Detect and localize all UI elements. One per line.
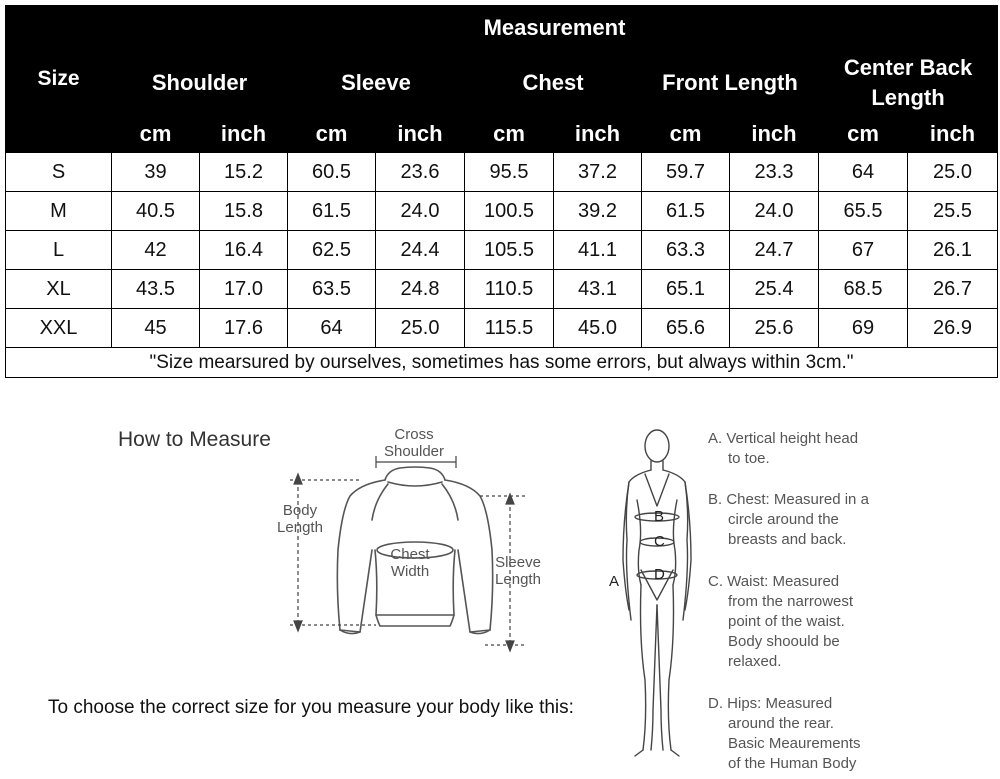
table-cell: 15.2	[200, 153, 288, 192]
cross-shoulder-label: Cross Shoulder	[383, 426, 445, 460]
unit-cm-header: cm	[642, 116, 730, 153]
legend-a: A. Vertical height head to toe.	[708, 430, 859, 467]
table-cell: 17.6	[200, 309, 288, 348]
table-cell: 25.0	[908, 153, 998, 192]
table-cell: 23.3	[730, 153, 819, 192]
unit-inch-header: inch	[730, 116, 819, 153]
size-cell: S	[6, 153, 112, 192]
table-row	[6, 270, 998, 309]
table-cell: 25.6	[730, 309, 819, 348]
table-cell: 62.5	[288, 231, 376, 270]
table-cell: 37.2	[554, 153, 642, 192]
table-cell: 63.5	[288, 270, 376, 309]
table-cell: 95.5	[465, 153, 554, 192]
table-row	[6, 309, 998, 348]
table-cell: 69	[819, 309, 908, 348]
size-cell: XL	[6, 270, 112, 309]
body-length-label: Body Length	[277, 502, 323, 536]
unit-cm-header: cm	[112, 116, 200, 153]
table-cell: 24.4	[376, 231, 465, 270]
table-cell: 45.0	[554, 309, 642, 348]
table-cell: 26.7	[908, 270, 998, 309]
table-row	[6, 231, 998, 270]
sleeve-header: Sleeve	[288, 51, 465, 116]
legend-c: C. Waist: Measured from the narrowest point of the waist. Body shoould be relaxed.	[708, 573, 854, 670]
table-cell: 25.4	[730, 270, 819, 309]
table-cell: 65.5	[819, 192, 908, 231]
table-cell: 17.0	[200, 270, 288, 309]
height-marker: A	[609, 573, 620, 590]
table-cell: 26.1	[908, 231, 998, 270]
table-cell: 61.5	[288, 192, 376, 231]
table-cell: 60.5	[288, 153, 376, 192]
legend-d: D. Hips: Measured around the rear. Basic Meaurements of the Human Body	[708, 695, 861, 772]
table-cell: 110.5	[465, 270, 554, 309]
unit-cm-header: cm	[465, 116, 554, 153]
table-cell: 42	[112, 231, 200, 270]
table-row	[6, 192, 998, 231]
table-cell: 39.2	[554, 192, 642, 231]
table-cell: 25.5	[908, 192, 998, 231]
table-cell: 43.1	[554, 270, 642, 309]
unit-inch-header: inch	[376, 116, 465, 153]
center-back-length-header: Center Back Length	[819, 51, 998, 116]
legend-b: B. Chest: Measured in a circle around the breasts and back.	[708, 491, 869, 548]
size-cell: XXL	[6, 309, 112, 348]
table-cell: 65.6	[642, 309, 730, 348]
table-cell: 23.6	[376, 153, 465, 192]
table-cell: 26.9	[908, 309, 998, 348]
table-cell: 24.8	[376, 270, 465, 309]
front-length-header: Front Length	[642, 51, 819, 116]
table-cell: 68.5	[819, 270, 908, 309]
measurement-note: "Size mearsured by ourselves, sometimes has some errors, but always within 3cm."	[6, 348, 998, 378]
table-cell: 40.5	[112, 192, 200, 231]
table-cell: 16.4	[200, 231, 288, 270]
human-body-illustration	[605, 420, 705, 765]
unit-inch-header: inch	[554, 116, 642, 153]
choose-size-text: To choose the correct size for you measure your body like this:	[48, 697, 574, 718]
sleeve-length-label: Sleeve Length	[495, 554, 541, 588]
size-chart-table	[5, 5, 998, 378]
table-cell: 45	[112, 309, 200, 348]
table-cell: 65.1	[642, 270, 730, 309]
table-cell: 64	[819, 153, 908, 192]
unit-inch-header: inch	[200, 116, 288, 153]
table-row	[6, 153, 998, 192]
table-cell: 115.5	[465, 309, 554, 348]
table-cell: 64	[288, 309, 376, 348]
hips-marker: D	[654, 566, 665, 583]
size-cell: M	[6, 192, 112, 231]
unit-cm-header: cm	[819, 116, 908, 153]
table-cell: 15.8	[200, 192, 288, 231]
table-cell: 61.5	[642, 192, 730, 231]
table-cell: 24.0	[376, 192, 465, 231]
waist-marker: C	[654, 533, 665, 550]
how-to-measure-title: How to Measure	[118, 428, 271, 451]
table-cell: 105.5	[465, 231, 554, 270]
table-cell: 25.0	[376, 309, 465, 348]
size-header: Size	[6, 6, 112, 153]
chest-marker: B	[654, 508, 665, 525]
table-cell: 100.5	[465, 192, 554, 231]
table-cell: 24.0	[730, 192, 819, 231]
table-cell: 41.1	[554, 231, 642, 270]
chest-header: Chest	[465, 51, 642, 116]
unit-cm-header: cm	[288, 116, 376, 153]
table-cell: 63.3	[642, 231, 730, 270]
measurement-header: Measurement	[112, 6, 998, 51]
size-cell: L	[6, 231, 112, 270]
table-cell: 59.7	[642, 153, 730, 192]
shoulder-header: Shoulder	[112, 51, 288, 116]
table-cell: 24.7	[730, 231, 819, 270]
table-cell: 67	[819, 231, 908, 270]
table-cell: 43.5	[112, 270, 200, 309]
table-cell: 39	[112, 153, 200, 192]
unit-inch-header: inch	[908, 116, 998, 153]
chest-width-label: Chest Width	[390, 546, 430, 580]
